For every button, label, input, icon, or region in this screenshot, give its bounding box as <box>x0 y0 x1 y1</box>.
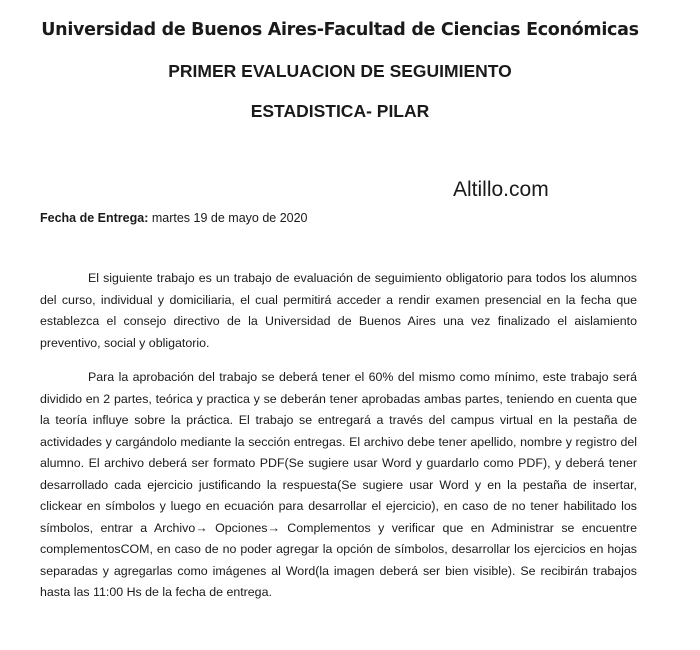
paragraph-requirements: Para la aprobación del trabajo se deberá tener el 60% del mismo como mínimo, este trabajo será dividido en 2 partes, teórica y practica y se deberán tener aprobadas ambas partes, teniendo en cuenta que la teoría influye sobre la práctica. El trabajo se entregará a través del campus virtual en la pestaña de actividades y cargándolo mediante la sección entregas. El archivo debe tener apellido, nombre y registro del alumno. El archivo deberá ser formato PDF(Se sugiere usar Word y guardarlo como PDF), y deberá tener desarrollado cada ejercicio justificando la respuesta(Se sugiere usar Word y en la pestaña de insertar, clickear en símbolos y luego en ecuación para desarrollar el ejercicio), en caso de no tener habilitado los símbolos, entrar a Archivo→ Opciones→ Complementos y verificar que en Administrar se encuentre complementosCOM, en caso de no poder agregar la opción de símbolos, desarrollar los ejercicios en hojas separadas y agregarlas como imágenes al Word(la imagen deberá ser bien visible). Se recibirán trabajos hasta las 11:00 Hs de la fecha de entrega. <box>40 370 637 599</box>
institution-title: Universidad de Buenos Aires-Facultad de Ciencias Económicas <box>41 20 639 40</box>
delivery-date-label: Fecha de Entrega: <box>40 211 149 225</box>
exam-title: PRIMER EVALUACION DE SEGUIMIENTO <box>168 61 512 81</box>
watermark-text: Altillo.com <box>453 178 549 201</box>
paragraph-intro: El siguiente trabajo es un trabajo de evaluación de seguimiento obligatorio para todos los alumnos del curso, individual y domiciliaria, el cual permitirá acceder a rendir examen presencial en la fecha que establezca el consejo directivo de la Universidad de Buenos Aires una vez finalizado el aislamiento preventivo, social y obligatorio. <box>40 271 637 350</box>
delivery-date-line <box>40 211 308 225</box>
delivery-date-value: martes 19 de mayo de 2020 <box>151 211 308 225</box>
subject-title: ESTADISTICA- PILAR <box>250 101 430 121</box>
